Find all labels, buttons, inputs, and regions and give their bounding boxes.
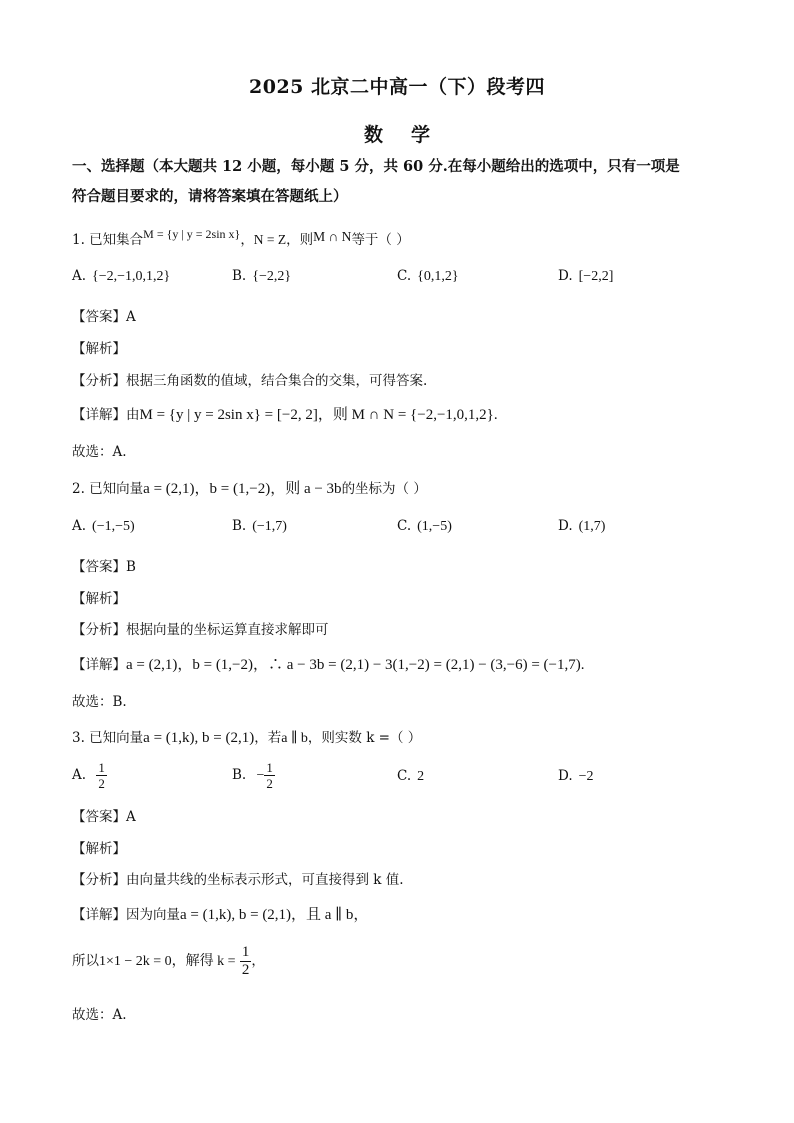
q2-xiangjie xyxy=(72,653,585,674)
q1-xiangjie-math: M = {y | y = 2sin x} = [−2, 2]，则 M ∩ N = {−2,−1,0,1,2}. xyxy=(139,407,498,423)
section-heading-line2: 符合题目要求的，请将答案填在答题纸上） xyxy=(72,188,348,205)
q2-answer: 【答案】B xyxy=(72,559,136,575)
q3-choice: 故选：A. xyxy=(72,1007,127,1023)
q3-answer: 【答案】A xyxy=(72,809,136,825)
option-label: C. xyxy=(397,518,412,534)
fraction-denominator: 2 xyxy=(241,962,250,978)
fraction-numerator: 1 xyxy=(98,760,105,775)
q1-xiangjie-prefix: 【详解】由 xyxy=(72,407,140,423)
option-value: (−1,−5) xyxy=(92,519,135,534)
q2-choice: 故选：B. xyxy=(72,694,127,710)
subject-title: 数学 xyxy=(363,124,458,146)
q1-stem-prefix: 1. 已知集合 xyxy=(72,232,144,248)
q1-choice: 故选：A. xyxy=(72,444,127,460)
q2-stem-suffix: 的坐标为（ ） xyxy=(341,481,427,497)
option-fraction xyxy=(96,760,107,791)
q2-analysis-label: 【解析】 xyxy=(72,591,126,607)
q3-fenxi: 【分析】由向量共线的坐标表示形式，可直接得到 k 值. xyxy=(72,872,404,888)
option-value: 2 xyxy=(417,769,425,784)
option-value: (1,7) xyxy=(578,519,606,534)
q2-option-c[interactable] xyxy=(397,518,452,535)
option-label: B. xyxy=(232,767,247,783)
option-value: {0,1,2} xyxy=(417,269,459,284)
q3-stem-suffix: ，则实数 k =（ ） xyxy=(307,730,422,746)
option-sign: − xyxy=(256,768,265,783)
option-value: {−2,−1,0,1,2} xyxy=(92,269,171,284)
q2-xiangjie-math: a = (2,1)，b = (1,−2)，∴ a − 3b = (2,1) − 3(1,−2) = (2,1) − (3,−6) = (−1,7). xyxy=(126,657,585,673)
option-label: B. xyxy=(232,518,247,534)
q3-stem xyxy=(72,726,421,747)
option-label: C. xyxy=(397,768,412,784)
q3-option-d[interactable] xyxy=(558,768,594,785)
option-label: A. xyxy=(72,767,87,783)
fraction-numerator: 1 xyxy=(241,944,250,960)
option-value: (−1,7) xyxy=(252,519,287,534)
q1-stem xyxy=(72,228,410,248)
q1-option-a[interactable] xyxy=(72,268,170,285)
option-value: (1,−5) xyxy=(417,519,452,534)
q3-xiangjie-math: a = (1,k), b = (2,1)，且 a ∥ b， xyxy=(180,907,369,923)
q3-option-c[interactable] xyxy=(397,768,424,785)
q3-stem-prefix: 3. 已知向量 xyxy=(72,730,144,746)
q3-analysis-label: 【解析】 xyxy=(72,841,126,857)
option-label: C. xyxy=(397,268,412,284)
fraction-numerator: 1 xyxy=(266,760,273,775)
fraction-denominator: 2 xyxy=(98,776,105,791)
option-label: B. xyxy=(232,268,247,284)
q1-fenxi: 【分析】根据三角函数的值域，结合集合的交集，可得答案. xyxy=(72,373,428,389)
q3-stem-mid: ，若 xyxy=(254,730,282,746)
q3-xiangjie-prefix: 【详解】因为向量 xyxy=(72,907,180,923)
q2-stem-prefix: 2. 已知向量 xyxy=(72,481,144,497)
q1-answer: 【答案】A xyxy=(72,309,136,325)
option-label: D. xyxy=(558,518,573,534)
section-heading-line1: 一、选择题（本大题共 12 小题，每小题 5 分，共 60 分.在每小题给出的选项中，只有一项是 xyxy=(72,158,680,175)
q3-solve-math: 1×1 − 2k = 0，解得 k = xyxy=(99,954,236,969)
option-label: D. xyxy=(558,768,573,784)
option-value: −2 xyxy=(578,769,594,784)
q2-option-b[interactable] xyxy=(232,518,287,535)
q2-option-d[interactable] xyxy=(558,518,605,535)
q3-solve-end: ， xyxy=(251,953,265,969)
q3-xiangjie xyxy=(72,903,368,924)
q2-option-a[interactable] xyxy=(72,518,135,535)
q1-analysis-label: 【解析】 xyxy=(72,341,126,357)
q1-option-c[interactable] xyxy=(397,268,459,285)
q3-option-b[interactable] xyxy=(232,760,275,791)
q1-stem-n: ，N = Z，则 xyxy=(240,232,314,247)
q1-stem-set-m: M = {y | y = 2sin x} xyxy=(143,227,241,241)
q3-stem-parallel: a ∥ b xyxy=(281,731,308,746)
q2-fenxi: 【分析】根据向量的坐标运算直接求解即可 xyxy=(72,622,329,638)
fraction-denominator: 2 xyxy=(266,776,273,791)
q1-option-b[interactable] xyxy=(232,268,291,285)
page-title: 2025 北京二中高一（下）段考四 xyxy=(249,76,545,98)
option-label: A. xyxy=(72,518,87,534)
q1-xiangjie xyxy=(72,403,498,424)
q1-option-d[interactable] xyxy=(558,268,613,285)
option-label: A. xyxy=(72,268,87,284)
q2-stem-math: a = (2,1)，b = (1,−2)，则 a − 3b xyxy=(143,481,342,497)
q1-stem-mn: M ∩ N xyxy=(313,229,352,244)
q1-stem-suffix: 等于（ ） xyxy=(351,232,410,248)
option-value: {−2,2} xyxy=(252,269,292,284)
section-heading xyxy=(72,152,732,212)
q3-solve-fraction xyxy=(240,944,252,979)
q2-stem xyxy=(72,477,427,498)
q3-stem-math: a = (1,k), b = (2,1) xyxy=(143,730,255,746)
option-value: [−2,2] xyxy=(578,269,614,284)
q3-solve-prefix: 所以 xyxy=(72,953,99,969)
option-label: D. xyxy=(558,268,573,284)
option-fraction xyxy=(264,760,275,791)
q3-option-a[interactable] xyxy=(72,760,107,791)
q2-xiangjie-prefix: 【详解】 xyxy=(72,657,126,673)
q3-solve xyxy=(72,944,265,979)
